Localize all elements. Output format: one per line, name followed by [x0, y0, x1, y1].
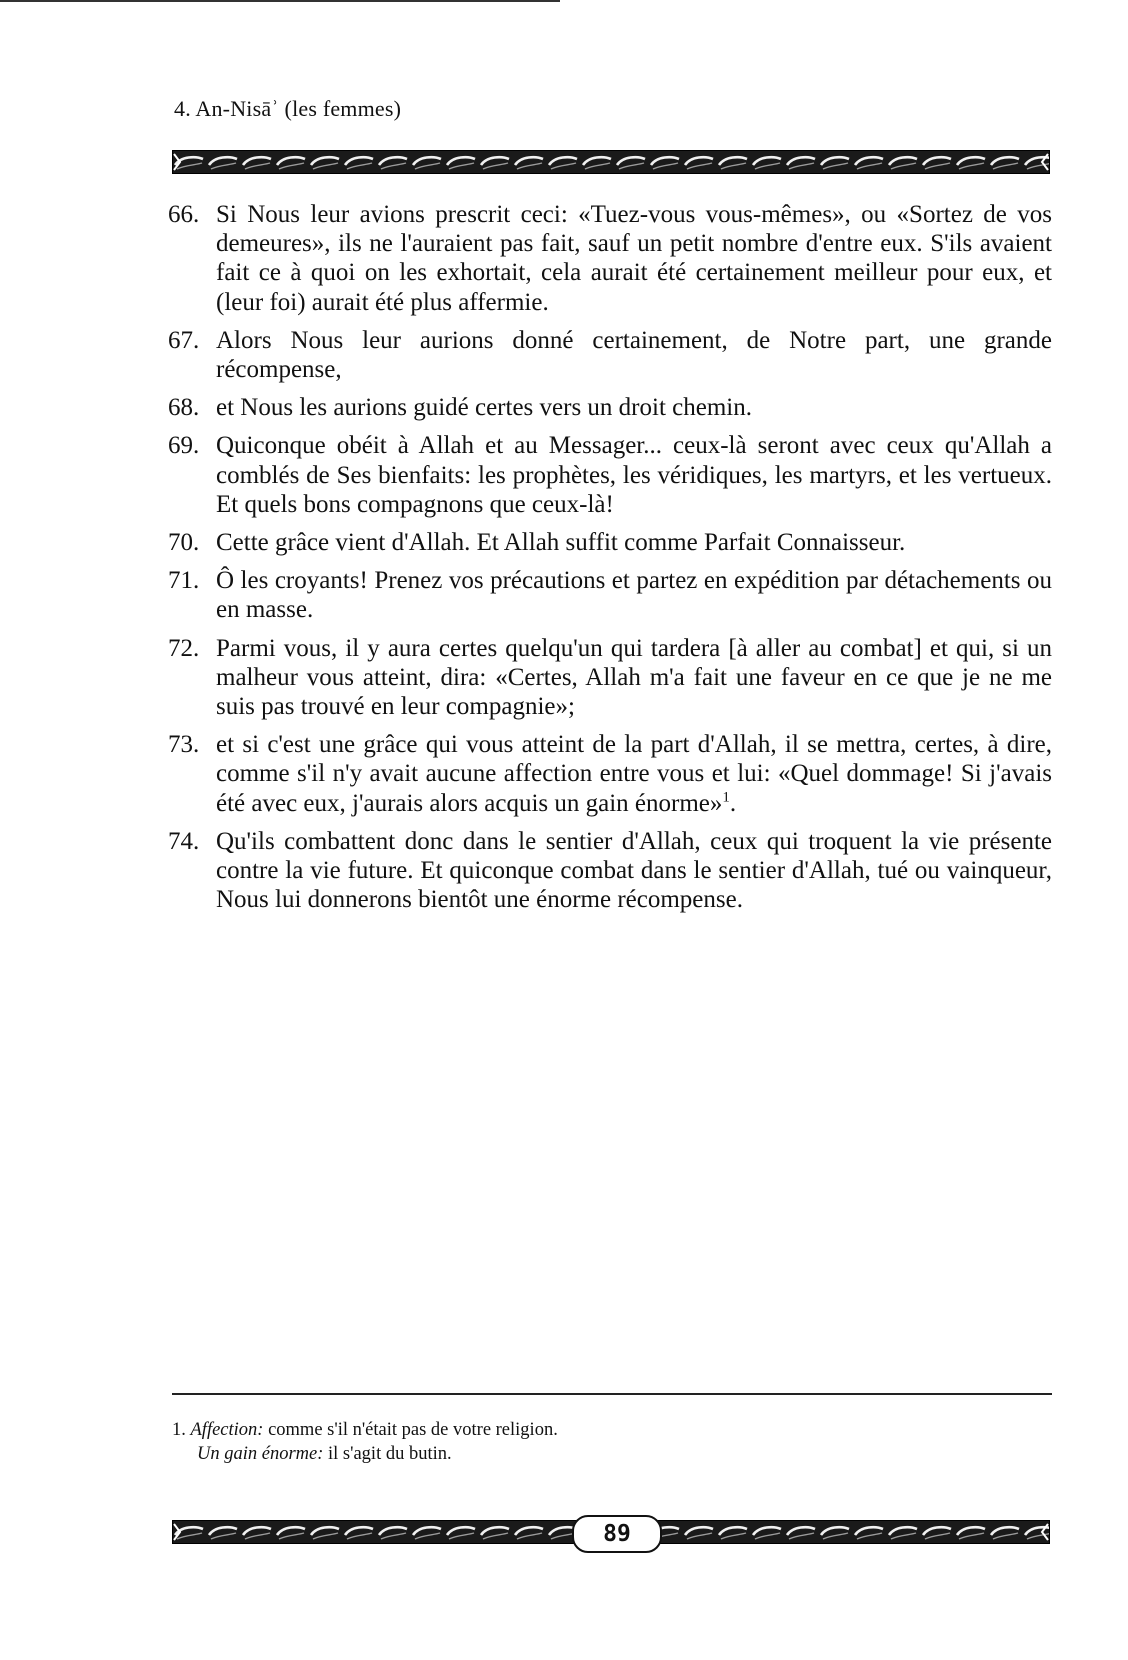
- verse-text: et si c'est une grâce qui vous atteint de la part d'Allah, il se mettra, certes, à dire, comme s'il n'y avait aucune affection entre vous et lui: «Quel dommage! Si j'avais été avec eux, j'aurais alors acquis un gain énorme»: [216, 731, 1052, 817]
- footnote-ref: 1: [722, 789, 730, 806]
- verse-number: 68.: [168, 394, 200, 422]
- verse-68: [168, 393, 1052, 422]
- footnote-1: [172, 1418, 558, 1442]
- footnotes: [172, 1418, 558, 1466]
- verse-text: et Nous les aurions guidé certes vers un droit chemin.: [216, 394, 752, 422]
- verse-72: [168, 634, 1052, 722]
- verse-text: Alors Nous leur aurions donné certainement, de Notre part, une grande récompense,: [216, 326, 1052, 384]
- verse-67: [168, 326, 1052, 384]
- verse-text: Qu'ils combattent donc dans le sentier d'Allah, ceux qui troquent la vie présente contre la vie future. Et quiconque combat dans le sentier d'Allah, tué ou vainqueur, Nous lui donnerons bientôt une énorme récompense.: [216, 827, 1052, 914]
- verse-number: 71.: [168, 567, 200, 595]
- footnote-marker: 1.: [172, 1420, 191, 1440]
- footnote-text: il s'agit du butin.: [323, 1444, 452, 1464]
- verse-text: Ô les croyants! Prenez vos précautions et partez en expédition par détachements ou en masse.: [216, 567, 1052, 624]
- verse-text: Parmi vous, il y aura certes quelqu'un qui tardera [à aller au combat] et qui, si un malheur vous atteint, dira: «Certes, Allah m'a fait une faveur en ce que je ne me suis pas trouvé en leur compagnie»;: [216, 634, 1052, 721]
- footnote-text: comme s'il n'était pas de votre religion.: [263, 1420, 558, 1440]
- verse-list: [168, 200, 1052, 923]
- verse-text: Quiconque obéit à Allah et au Messager... ceux-là seront avec ceux qu'Allah a comblés de Ses bienfaits: les prophètes, les véridiques, les martyrs, et les vertueux. Et quels bons compagnons que ceux-là!: [216, 432, 1052, 518]
- verse-69: [168, 431, 1052, 519]
- verse-number: 66.: [168, 201, 200, 228]
- verse-text: Si Nous leur avions prescrit ceci: «Tuez-vous vous-mêmes», ou «Sortez de vos demeures», ils ne l'auraient pas fait, sauf un petit nombre d'entre eux. S'ils avaient fait ce à quoi on les exhortait, cela aurait été certainement meilleur pour eux, et (leur foi) aurait été plus affermie.: [216, 201, 1052, 316]
- verse-text-end: .: [729, 789, 737, 817]
- verse-number: 72.: [168, 634, 200, 662]
- footnote-term: Un gain énorme:: [197, 1444, 324, 1464]
- verse-number: 69.: [168, 432, 200, 460]
- verse-71: [168, 566, 1052, 624]
- verse-73: [168, 730, 1052, 818]
- footnote-2: [172, 1442, 558, 1466]
- verse-number: 70.: [168, 529, 200, 557]
- verse-74: [168, 827, 1052, 915]
- footnote-rule: [172, 1393, 1052, 1395]
- chapter-header: 4. An-Nisāʾ (les femmes): [174, 96, 402, 121]
- footnote-term: Affection:: [190, 1420, 264, 1440]
- verse-number: 73.: [168, 731, 200, 759]
- verse-number: 74.: [168, 827, 200, 855]
- ornamental-band-top: [172, 150, 1050, 174]
- top-rule: [0, 0, 560, 2]
- verse-number: 67.: [168, 326, 200, 354]
- verse-70: [168, 528, 1052, 557]
- page-number: 89: [572, 1515, 662, 1553]
- verse-text: Cette grâce vient d'Allah. Et Allah suffit comme Parfait Connaisseur.: [216, 529, 906, 557]
- verse-66: [168, 200, 1052, 317]
